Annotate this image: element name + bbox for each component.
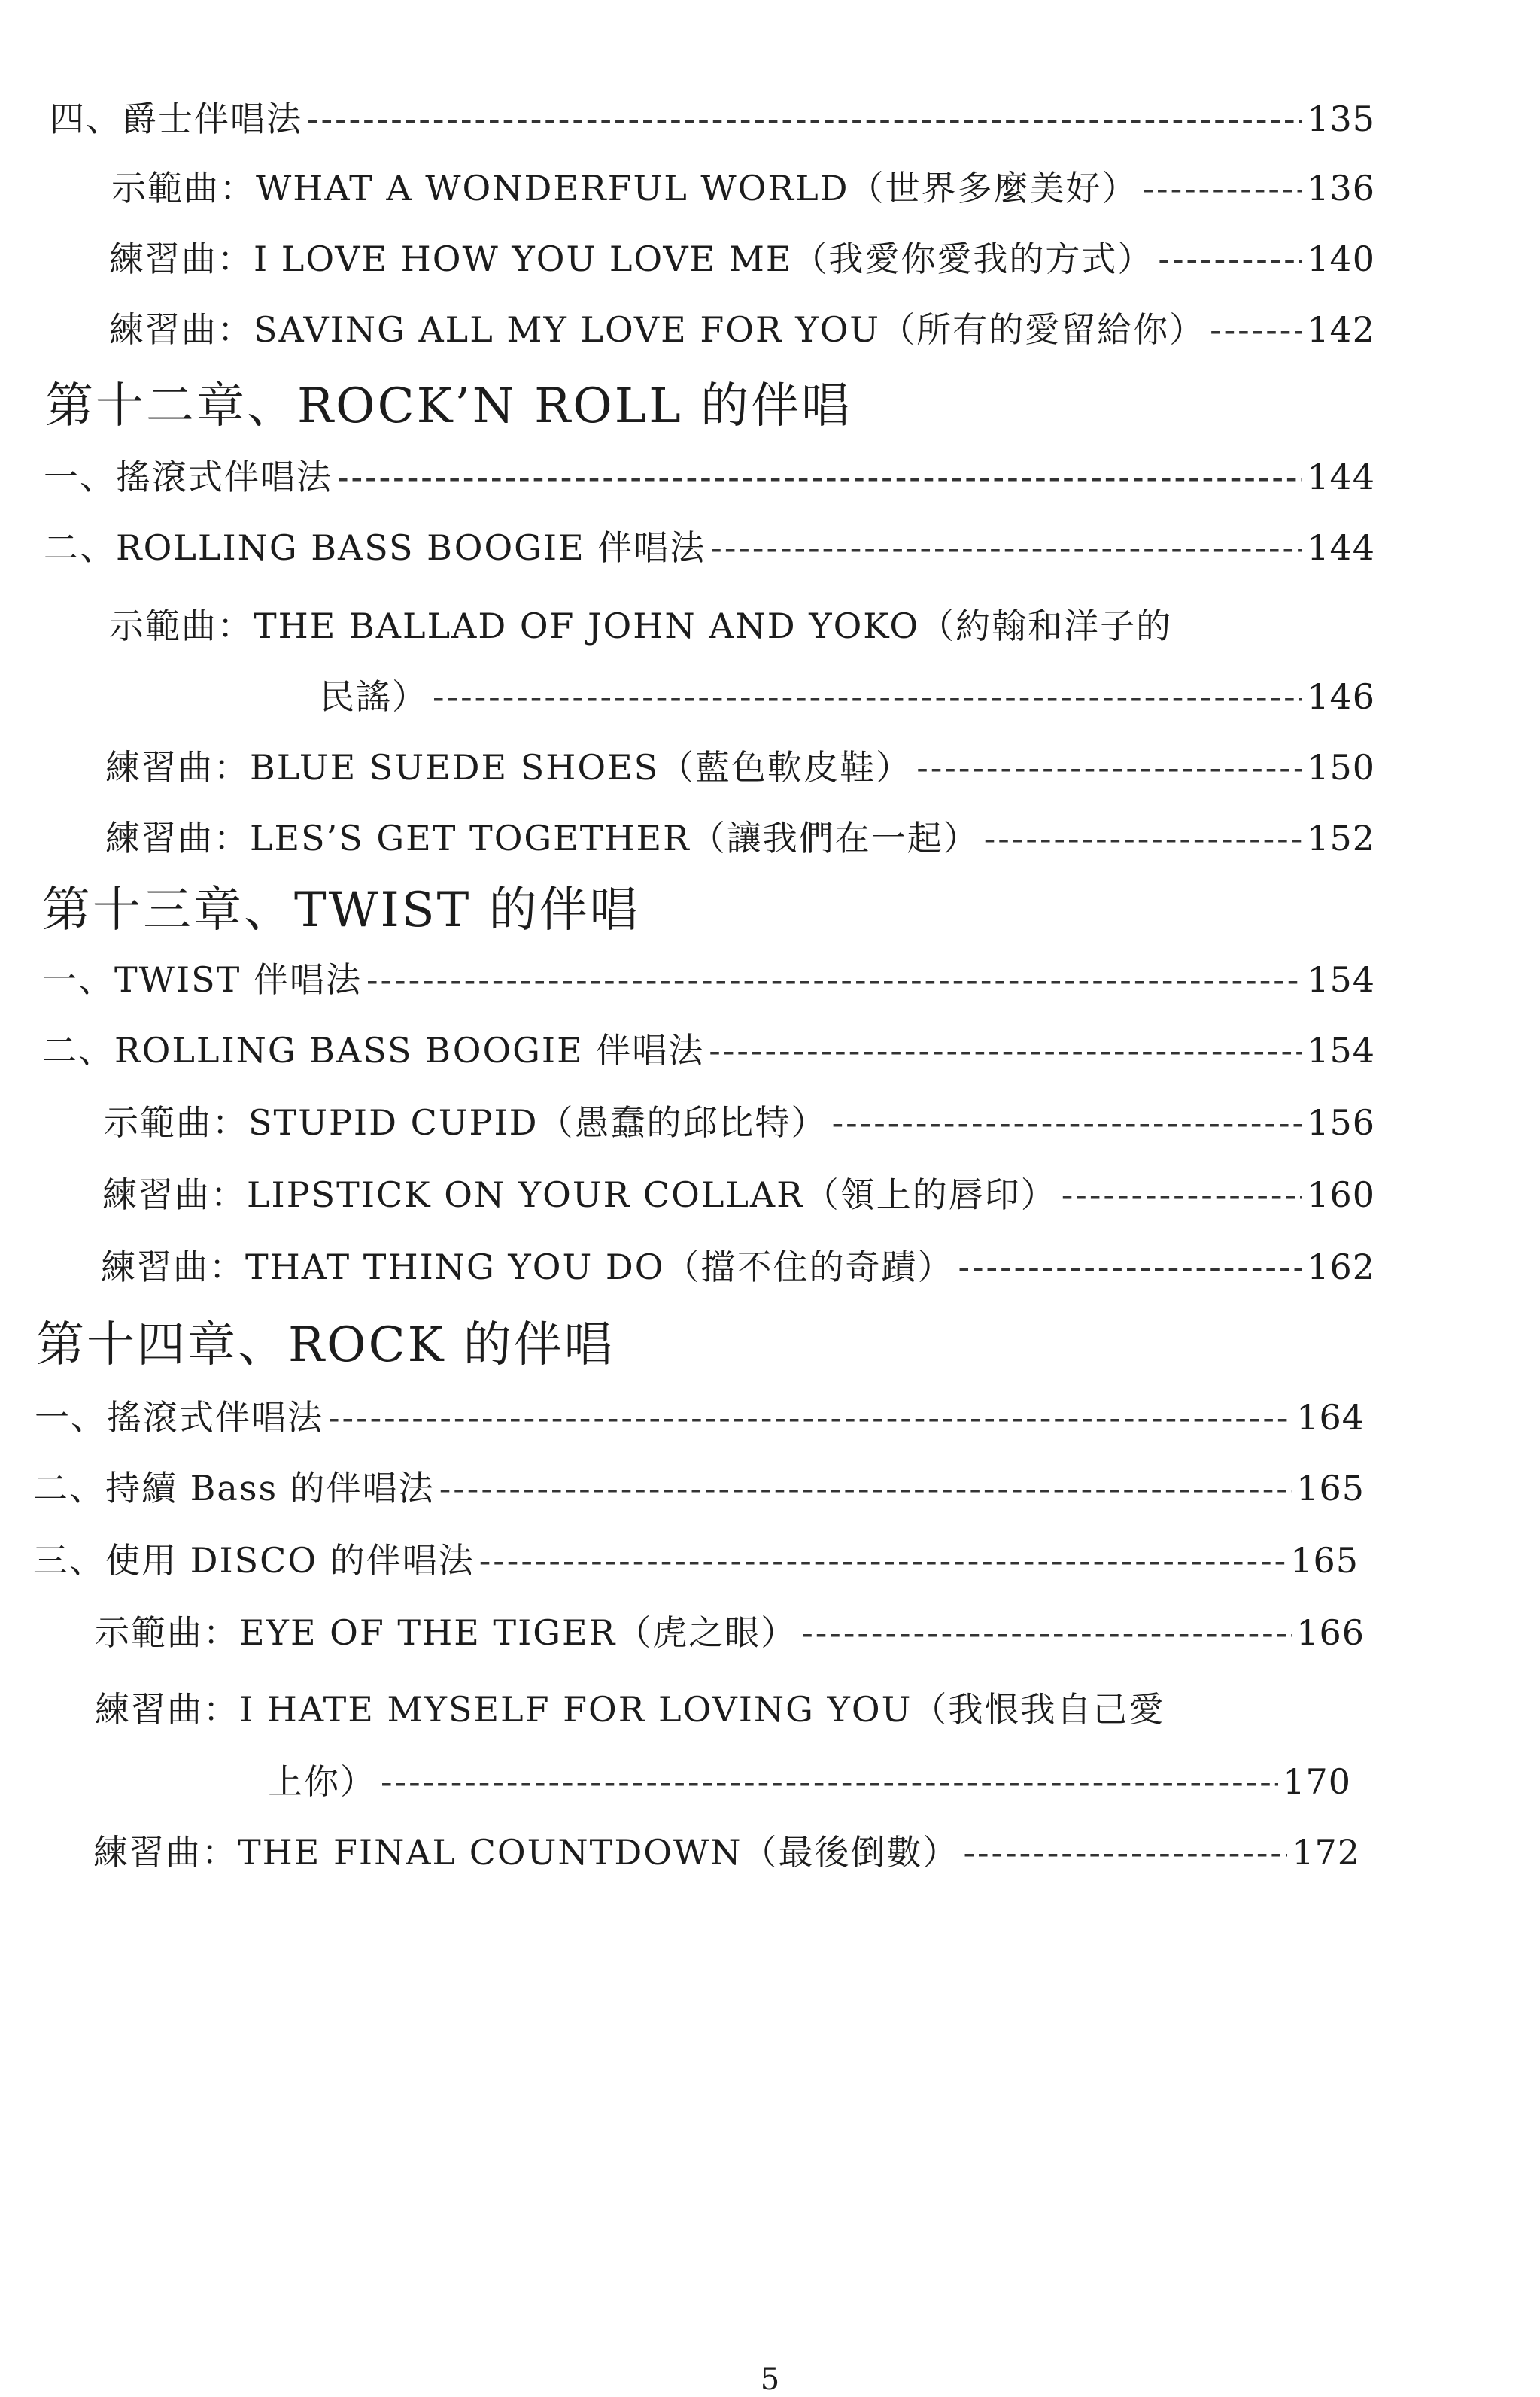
toc-entry (101, 1240, 1375, 1290)
leader-dots (916, 747, 1302, 788)
toc-entry-page: 154 (1307, 959, 1375, 1000)
toc-entry-page: 166 (1296, 1612, 1365, 1653)
leader-dots (963, 1832, 1287, 1873)
leader-dots (832, 1102, 1303, 1143)
toc-entry-title: 一、搖滾式伴唱法 (44, 457, 333, 497)
toc-entry-page: 144 (1307, 457, 1375, 497)
toc-entry-title: 示範曲：STUPID CUPID（愚蠢的邱比特） (104, 1102, 828, 1143)
toc-entry-continuation (320, 670, 1375, 719)
toc-entry-title: 二、ROLLING BASS BOOGIE 伴唱法 (44, 527, 706, 568)
leader-dots (709, 1030, 1302, 1071)
toc-entry (42, 952, 1375, 1002)
leader-dots (958, 1247, 1302, 1287)
toc-entry-title: 練習曲：LIPSTICK ON YOUR COLLAR（領上的唇印） (102, 1174, 1057, 1215)
toc-entry-page: 156 (1307, 1102, 1375, 1143)
toc-entry-title: 練習曲：I HATE MYSELF FOR LOVING YOU（我恨我自己愛 (95, 1689, 1165, 1730)
leader-dots (1143, 168, 1303, 208)
toc-entry-title: 一、搖滾式伴唱法 (35, 1397, 323, 1438)
toc-entry-title: 上你） (268, 1761, 376, 1802)
toc-entry-page: 135 (1307, 99, 1375, 139)
leader-dots (433, 676, 1302, 717)
toc-entry-title: 練習曲：THE FINAL COUNTDOWN（最後倒數） (93, 1832, 959, 1873)
leader-dots (328, 1397, 1292, 1438)
toc-entry (44, 450, 1375, 500)
chapter-heading: 第十三章、TWIST 的伴唱 (42, 883, 640, 938)
toc-entry (105, 740, 1375, 790)
page-number: 5 (760, 2362, 780, 2397)
toc-entry-page: 140 (1307, 238, 1375, 279)
toc-entry (104, 1095, 1375, 1145)
leader-dots (439, 1468, 1292, 1508)
leader-dots (337, 457, 1302, 497)
toc-entry-title: 二、ROLLING BASS BOOGIE 伴唱法 (42, 1030, 705, 1071)
toc-entry-title: 練習曲：LES’S GET TOGETHER（讓我們在一起） (105, 818, 980, 858)
toc-entry (35, 1390, 1365, 1440)
toc-entry-title: 示範曲：WHAT A WONDERFUL WORLD（世界多麼美好） (111, 168, 1138, 208)
toc-entry-title: 示範曲：EYE OF THE TIGER（虎之眼） (95, 1612, 797, 1653)
leader-dots (1210, 309, 1302, 350)
toc-entry-page: 154 (1307, 1030, 1375, 1071)
leader-dots (1158, 238, 1302, 279)
toc-entry-page: 146 (1307, 676, 1375, 717)
toc-entry-page: 152 (1307, 818, 1375, 858)
toc-entry-title: 四、爵士伴唱法 (50, 99, 302, 139)
toc-entry (95, 1606, 1365, 1655)
toc-entry-title: 二、持續 Bass 的伴唱法 (33, 1468, 435, 1508)
toc-entry-page: 160 (1307, 1174, 1375, 1215)
toc-entry-page: 172 (1292, 1832, 1360, 1873)
toc-entry-title: 練習曲：I LOVE HOW YOU LOVE ME（我愛你愛我的方式） (109, 238, 1154, 279)
leader-dots (366, 959, 1302, 1000)
toc-entry-title: 練習曲：BLUE SUEDE SHOES（藍色軟皮鞋） (105, 747, 913, 788)
leader-dots (710, 527, 1302, 568)
toc-entry (33, 1461, 1365, 1511)
chapter-heading: 第十二章、ROCK’N ROLL 的伴唱 (45, 378, 852, 434)
toc-entry-title: 示範曲：THE BALLAD OF JOHN AND YOKO（約翰和洋子的 (109, 606, 1173, 646)
toc-entry (93, 1825, 1360, 1875)
toc-entry-page: 142 (1307, 309, 1375, 350)
toc-entry-page: 162 (1307, 1247, 1375, 1287)
toc-entry-page: 150 (1307, 747, 1375, 788)
toc-entry-title: 一、TWIST 伴唱法 (42, 959, 362, 1000)
toc-entry (50, 92, 1375, 141)
toc-entry (111, 161, 1375, 211)
toc-entry (109, 302, 1375, 352)
toc-entry-page: 136 (1307, 168, 1375, 208)
toc-entry (95, 1682, 1165, 1732)
toc-entry-title: 三、使用 DISCO 的伴唱法 (33, 1540, 475, 1581)
toc-entry (109, 599, 1172, 649)
toc-entry-page: 165 (1290, 1540, 1359, 1581)
toc-entry-title: 練習曲：THAT THING YOU DO（擋不住的奇蹟） (101, 1247, 954, 1287)
toc-entry-page: 165 (1296, 1468, 1365, 1508)
leader-dots (381, 1761, 1278, 1802)
toc-entry-continuation (268, 1754, 1351, 1804)
toc-entry (105, 811, 1375, 861)
toc-entry (102, 1168, 1375, 1217)
leader-dots (479, 1540, 1286, 1581)
toc-entry-page: 144 (1307, 527, 1375, 568)
toc-entry (33, 1533, 1359, 1583)
toc-entry (44, 521, 1375, 570)
toc-entry-title: 練習曲：SAVING ALL MY LOVE FOR YOU（所有的愛留給你） (109, 309, 1206, 350)
toc-entry (42, 1023, 1375, 1073)
leader-dots (1062, 1174, 1302, 1215)
toc-entry-title: 民謠） (320, 676, 428, 717)
leader-dots (984, 818, 1302, 858)
toc-entry-page: 164 (1296, 1397, 1365, 1438)
toc-entry (109, 232, 1375, 281)
leader-dots (801, 1612, 1292, 1653)
leader-dots (307, 99, 1302, 139)
chapter-heading: 第十四章、ROCK 的伴唱 (36, 1317, 615, 1373)
toc-entry-page: 170 (1283, 1761, 1351, 1802)
